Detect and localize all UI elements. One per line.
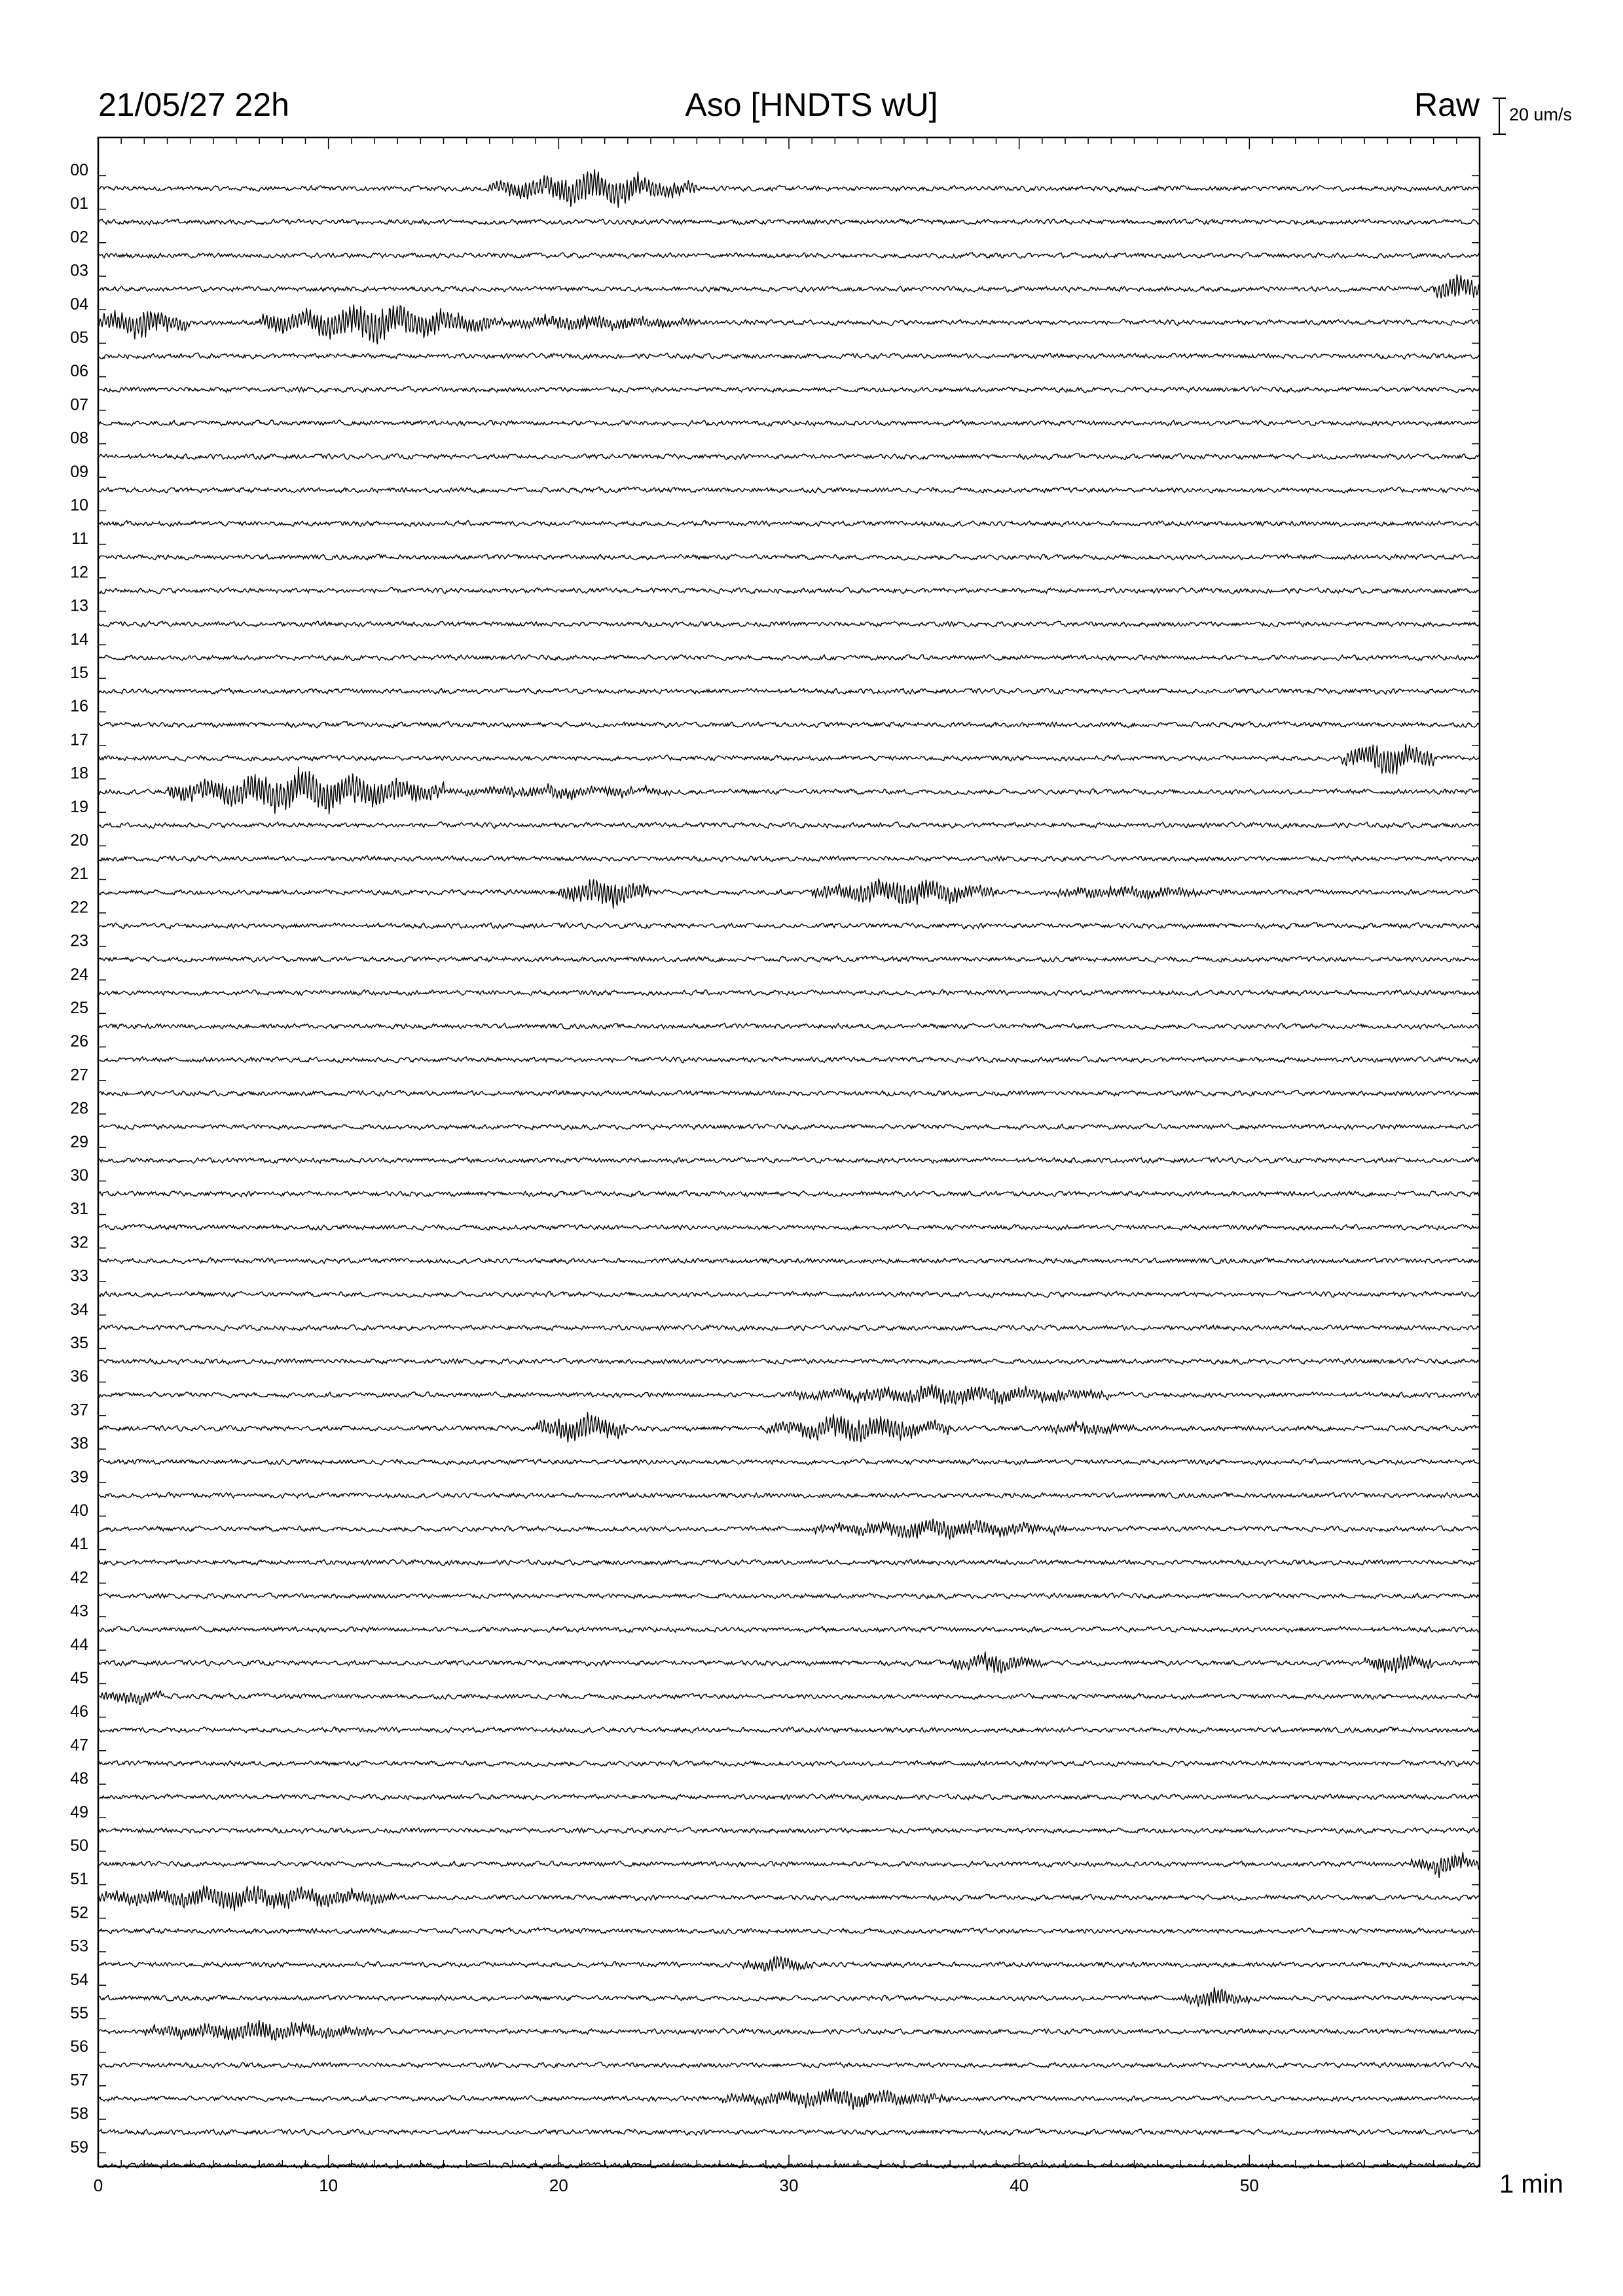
- trace-line: [98, 353, 1480, 359]
- trace-line: [98, 387, 1480, 393]
- scale-bar-icon: [1493, 98, 1506, 134]
- row-label: 52: [70, 1903, 88, 1922]
- trace-line: [98, 1956, 1480, 1971]
- trace-line: [98, 1626, 1480, 1632]
- x-tick-label: 0: [93, 2176, 103, 2195]
- row-label: 37: [70, 1401, 88, 1420]
- row-label: 55: [70, 2004, 88, 2022]
- trace-line: [98, 1157, 1480, 1163]
- trace-line: [98, 169, 1480, 207]
- row-label: 25: [70, 999, 88, 1017]
- row-label: 53: [70, 1937, 88, 1956]
- row-label: 48: [70, 1769, 88, 1788]
- trace-line: [98, 655, 1480, 660]
- row-label: 22: [70, 898, 88, 917]
- row-label: 07: [70, 395, 88, 414]
- trace-line: [98, 878, 1480, 908]
- trace-line: [98, 2089, 1480, 2110]
- trace-line: [98, 1459, 1480, 1465]
- row-label: 21: [70, 865, 88, 884]
- trace-line: [98, 1691, 1480, 1704]
- date-hour-label: 21/05/27 22h: [98, 86, 289, 123]
- trace-line: [98, 1827, 1480, 1833]
- row-label: 02: [70, 228, 88, 247]
- trace-line: [98, 689, 1480, 694]
- trace-line: [98, 1727, 1480, 1733]
- trace-line: [98, 253, 1480, 259]
- trace-line: [98, 1358, 1480, 1364]
- x-tick-label: 50: [1239, 2176, 1259, 2195]
- trace-line: [98, 1291, 1480, 1297]
- row-label: 19: [70, 797, 88, 816]
- station-title: Aso [HNDTS wU]: [685, 86, 938, 123]
- trace-line: [98, 1124, 1480, 1130]
- row-label: 32: [70, 1233, 88, 1252]
- trace-line: [98, 2020, 1480, 2040]
- trace-line: [98, 1987, 1480, 2007]
- row-label: 51: [70, 1870, 88, 1889]
- row-label: 16: [70, 697, 88, 716]
- row-label: 54: [70, 1970, 88, 1989]
- row-label: 05: [70, 329, 88, 347]
- trace-line: [98, 274, 1480, 298]
- x-tick-label: 40: [1010, 2176, 1029, 2195]
- x-tick-label: 20: [549, 2176, 568, 2195]
- row-label: 06: [70, 362, 88, 381]
- row-label: 13: [70, 596, 88, 615]
- row-label: 40: [70, 1501, 88, 1520]
- row-label: 38: [70, 1434, 88, 1453]
- x-tick-label: 10: [319, 2176, 338, 2195]
- row-label: 01: [70, 194, 88, 213]
- trace-line: [98, 1761, 1480, 1767]
- traces: [98, 169, 1480, 2168]
- trace-line: [98, 304, 1480, 344]
- row-label: 27: [70, 1066, 88, 1085]
- trace-line: [98, 822, 1480, 829]
- trace-line: [98, 1492, 1480, 1498]
- row-label: 00: [70, 161, 88, 179]
- trace-line: [98, 1886, 1480, 1912]
- row-label: 36: [70, 1367, 88, 1386]
- row-label: 43: [70, 1602, 88, 1621]
- row-label: 41: [70, 1535, 88, 1554]
- row-label: 12: [70, 563, 88, 582]
- row-label: 23: [70, 931, 88, 950]
- trace-line: [98, 1928, 1480, 1934]
- row-label: 04: [70, 295, 88, 314]
- trace-line: [98, 1593, 1480, 1599]
- trace-line: [98, 956, 1480, 962]
- trace-line: [98, 554, 1480, 560]
- row-label: 39: [70, 1467, 88, 1486]
- row-label: 46: [70, 1702, 88, 1721]
- row-label: 31: [70, 1200, 88, 1219]
- row-label: 33: [70, 1266, 88, 1285]
- trace-line: [98, 1852, 1480, 1878]
- row-label: 35: [70, 1334, 88, 1352]
- row-label: 17: [70, 730, 88, 749]
- row-label: 11: [71, 529, 88, 548]
- trace-line: [98, 1225, 1480, 1230]
- trace-line: [98, 1794, 1480, 1801]
- row-label: 34: [70, 1300, 88, 1319]
- row-label: 44: [70, 1635, 88, 1654]
- x-tick-labels: [94, 2176, 1259, 2195]
- trace-line: [98, 1325, 1480, 1331]
- x-tick-label: 30: [779, 2176, 799, 2195]
- row-label: 29: [70, 1132, 88, 1151]
- trace-line: [98, 1651, 1480, 1673]
- trace-line: [98, 454, 1480, 460]
- trace-line: [98, 2062, 1480, 2068]
- row-label: 56: [70, 2037, 88, 2056]
- row-label: 49: [70, 1803, 88, 1821]
- trace-line: [98, 1090, 1480, 1096]
- trace-line: [98, 1560, 1480, 1566]
- row-label: 10: [70, 496, 88, 514]
- trace-line: [98, 923, 1480, 929]
- mode-label: Raw: [1413, 86, 1480, 123]
- trace-line: [98, 1024, 1480, 1030]
- row-label: 45: [70, 1669, 88, 1687]
- row-label: 26: [70, 1032, 88, 1051]
- trace-line: [98, 588, 1480, 594]
- trace-line: [98, 855, 1480, 861]
- trace-line: [98, 1384, 1480, 1405]
- trace-line: [98, 2129, 1480, 2136]
- trace-line: [98, 721, 1480, 728]
- trace-line: [98, 1518, 1480, 1539]
- trace-line: [98, 520, 1480, 526]
- row-label: 28: [70, 1099, 88, 1118]
- row-label: 15: [70, 664, 88, 682]
- x-axis-unit-label: 1 min: [1499, 2170, 1563, 2198]
- row-label: 08: [70, 429, 88, 448]
- scale-bar-label: 20 um/s: [1509, 105, 1573, 124]
- row-label: 42: [70, 1568, 88, 1587]
- row-label: 03: [70, 261, 88, 280]
- trace-line: [98, 1191, 1480, 1197]
- trace-line: [98, 990, 1480, 996]
- row-label: 14: [70, 630, 88, 649]
- row-label: 18: [70, 764, 88, 783]
- row-label: 09: [70, 462, 88, 481]
- trace-line: [98, 1056, 1480, 1063]
- row-label: 30: [70, 1166, 88, 1185]
- trace-line: [98, 767, 1480, 815]
- row-label: 57: [70, 2071, 88, 2090]
- row-label: 50: [70, 1837, 88, 1855]
- trace-line: [98, 621, 1480, 627]
- row-label: 24: [70, 965, 88, 984]
- trace-line: [98, 1258, 1480, 1264]
- row-labels: [70, 161, 88, 2157]
- row-label: 20: [70, 831, 88, 850]
- trace-line: [98, 219, 1480, 225]
- trace-line: [98, 1412, 1480, 1443]
- trace-line: [98, 744, 1480, 775]
- trace-line: [98, 420, 1480, 426]
- row-label: 59: [70, 2138, 88, 2157]
- trace-line: [98, 487, 1480, 493]
- row-label: 47: [70, 1736, 88, 1755]
- row-label: 58: [70, 2104, 88, 2123]
